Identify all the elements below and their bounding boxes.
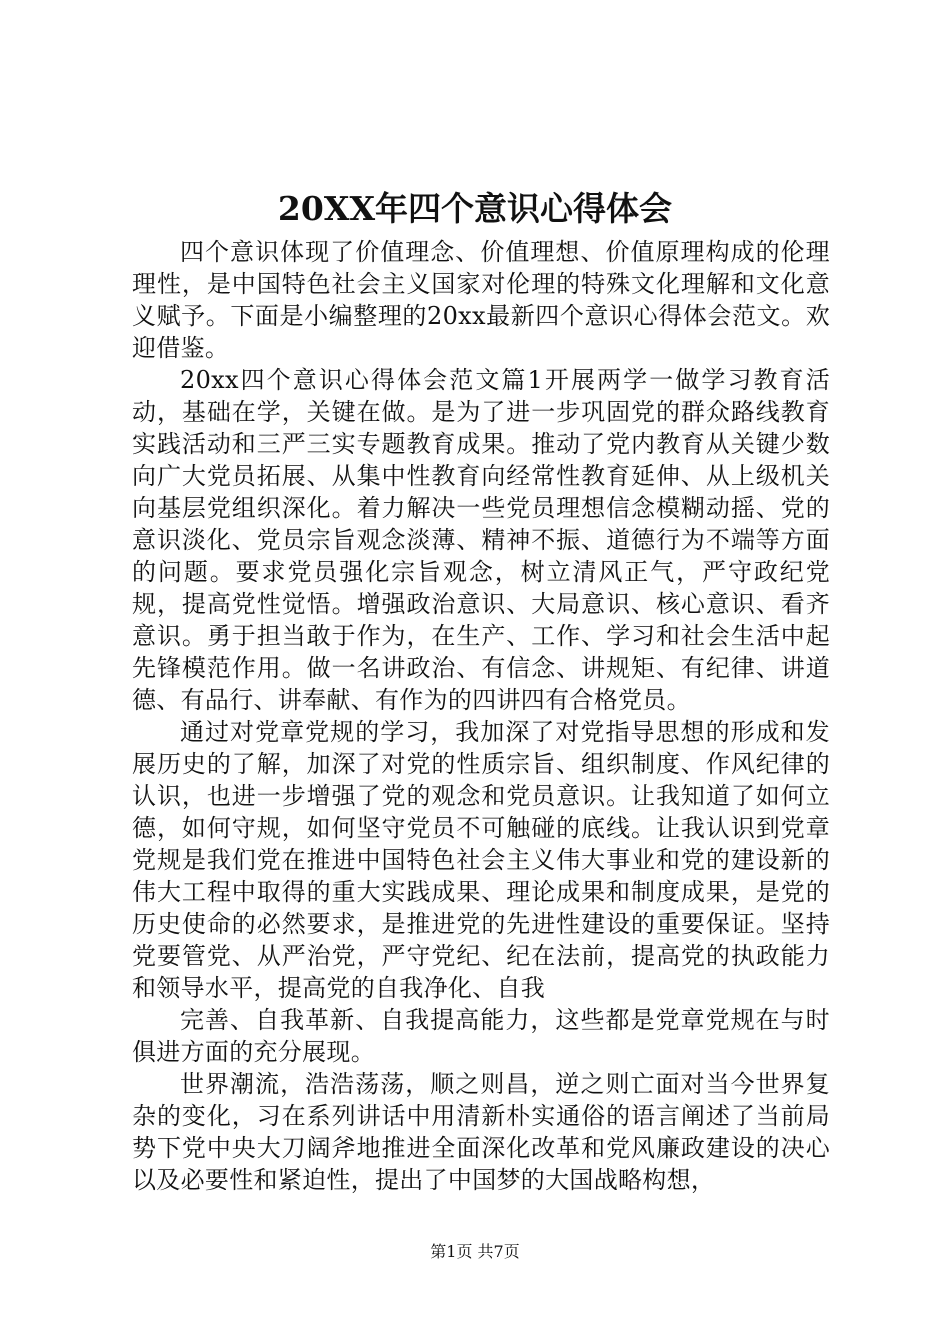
- paragraph-party-rules: 通过对党章党规的学习，我加深了对党指导思想的形成和发展历史的了解，加深了对党的性质宗旨、组织制度、作风纪律的认识，也进一步增强了党的观念和党员意识。让我知道了如何立德，如何守规，如何坚守党员不可触碰的底线。让我认识到党章党规是我们党在推进中国特色社会主义伟大事业和党的建设新的伟大工程中取得的重大实践成果、理论成果和制度成果，是党的历史使命的必然要求，是推进党的先进性建设的重要保证。坚持党要管党、从严治党，严守党纪、纪在法前，提高党的执政能力和领导水平，提高党的自我净化、自我: [132, 718, 830, 1002]
- paragraph-essay-1: 20xx四个意识心得体会范文篇1开展两学一做学习教育活动，基础在学，关键在做。是为了进一步巩固党的群众路线教育实践活动和三严三实专题教育成果。推动了党内教育从关键少数向广大党员拓展、从集中性教育向经常性教育延伸、从上级机关向基层党组织深化。着力解决一些党员理想信念模糊动摇、党的意识淡化、党员宗旨观念淡薄、精神不振、道德行为不端等方面的问题。要求党员强化宗旨观念，树立清风正气，严守政纪党规，提高党性觉悟。增强政治意识、大局意识、核心意识、看齐意识。勇于担当敢于作为，在生产、工作、学习和社会生活中起先锋模范作用。做一名讲政治、有信念、讲规矩、有纪律、讲道德、有品行、讲奉献、有作为的四讲四有合格党员。: [132, 366, 830, 714]
- document-body: [132, 236, 830, 1196]
- paragraph-continuation: 完善、自我革新、自我提高能力，这些都是党章党规在与时俱进方面的充分展现。: [132, 1006, 830, 1066]
- page-footer: 第1页 共7页: [430, 1242, 520, 1261]
- document-title: 20XX年四个意识心得体会: [277, 189, 673, 228]
- paragraph-intro: 四个意识体现了价值理念、价值理想、价值原理构成的伦理理性，是中国特色社会主义国家对伦理的特殊文化理解和文化意义赋予。下面是小编整理的20xx最新四个意识心得体会范文。欢迎借鉴。: [132, 238, 830, 362]
- paragraph-world-trend: 世界潮流，浩浩荡荡，顺之则昌，逆之则亡面对当今世界复杂的变化，习在系列讲话中用清新朴实通俗的语言阐述了当前局势下党中央大刀阔斧地推进全面深化改革和党风廉政建设的决心以及必要性和紧迫性，提出了中国梦的大国战略构想，: [132, 1070, 830, 1194]
